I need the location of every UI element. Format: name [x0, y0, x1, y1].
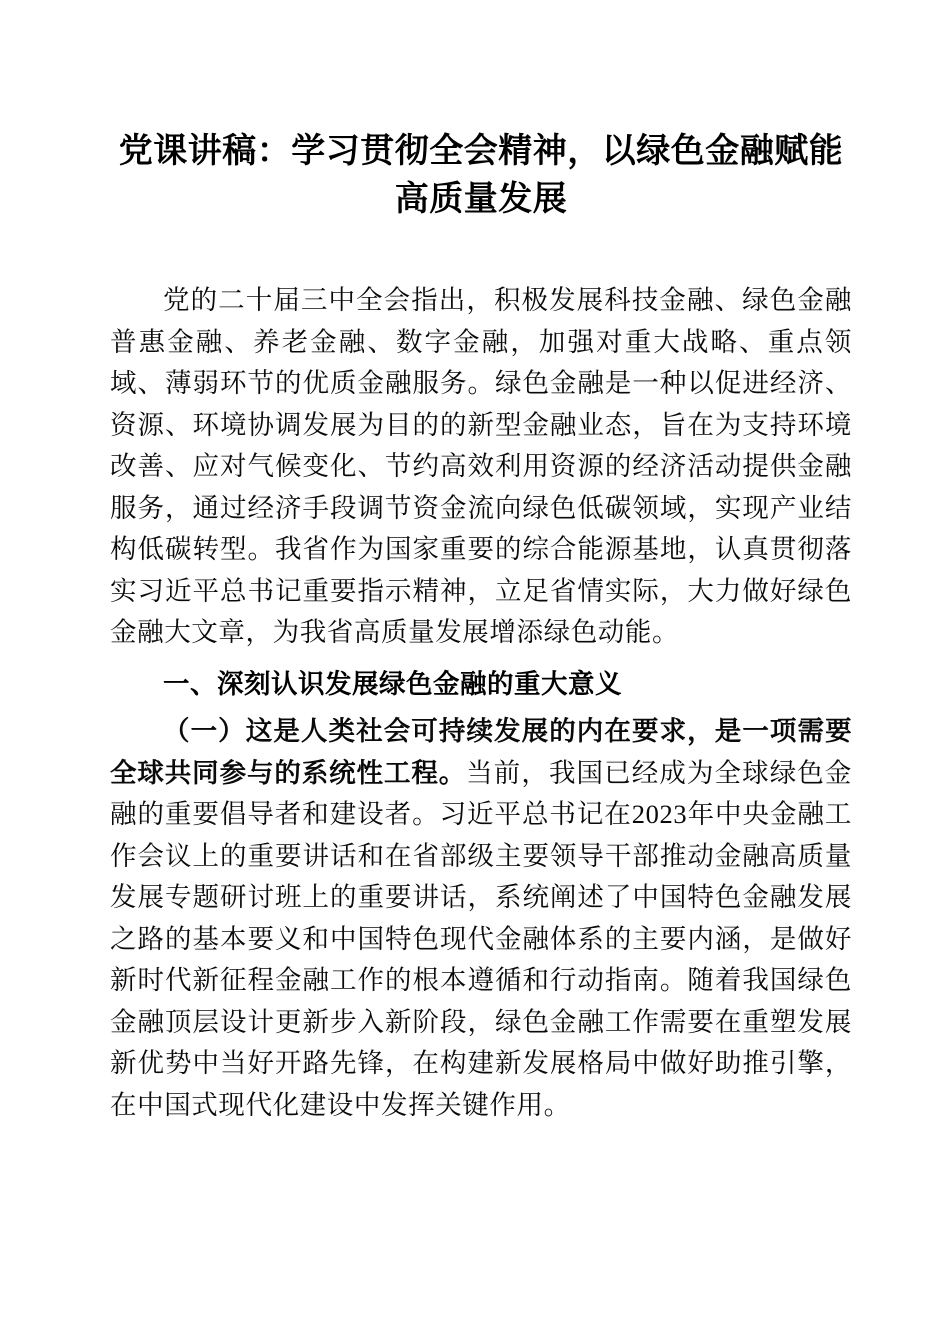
document-content: [110, 0, 852, 1126]
subsection-one-paragraph: [110, 711, 852, 1126]
subsection-one-body: 当前，我国已经成为全球绿色金融的重要倡导者和建设者。习近平总书记在2023年中央金融工作会议上的重要讲话和在省部级主要领导干部推动金融高质量发展专题研讨班上的重要讲话，系统阐述了中国特色金融发展之路的基本要义和中国特色现代金融体系的主要内涵，是做好新时代新征程金融工作的根本遵循和行动指南。随着我国绿色金融顶层设计更新步入新阶段，绿色金融工作需要在重塑发展新优势中当好开路先锋，在构建新发展格局中做好助推引擎，在中国式现代化建设中发挥关键作用。: [110, 757, 853, 1120]
subsection-one-lead: （一）这是人类社会可持续发展的内在要求，是一项需要全球共同参与的系统性工程。: [110, 716, 852, 788]
section-heading-one: 一、深刻认识发展绿色金融的重大意义: [163, 668, 622, 699]
intro-paragraph: 党的二十届三中全会指出，积极发展科技金融、绿色金融普惠金融、养老金融、数字金融，加强对重大战略、重点领域、薄弱环节的优质金融服务。绿色金融是一种以促进经济、资源、环境协调发展为目的的新型金融业态，旨在为支持环境改善、应对气候变化、节约高效利用资源的经济活动提供金融服务，通过经济手段调节资金流向绿色低碳领域，实现产业结构低碳转型。我省作为国家重要的综合能源基地，认真贯彻落实习近平总书记重要指示精神，立足省情实际，大力做好绿色金融大文章，为我省高质量发展增添绿色动能。: [110, 285, 852, 647]
document-title: 党课讲稿：学习贯彻全会精神，以绿色金融赋能高质量发展: [118, 133, 844, 218]
